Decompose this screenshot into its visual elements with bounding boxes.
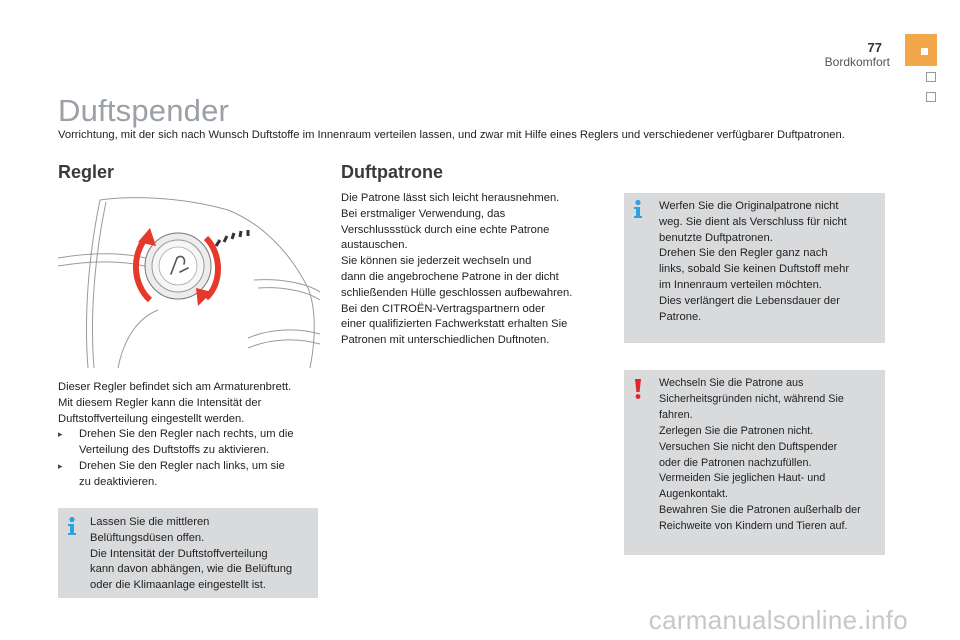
text-line: Wechseln Sie die Patrone aus [659, 377, 804, 389]
text-line: Lassen Sie die mittleren [90, 516, 210, 528]
text-line: Vermeiden Sie jeglichen Haut- und [659, 472, 826, 485]
text-line: Versuchen Sie nicht den Duftspender [659, 440, 838, 453]
text-line: Die Intensität der Duftstoffverteilung [90, 547, 268, 560]
text-line: Drehen Sie den Regler nach rechts, um die [79, 428, 294, 441]
arrow-bullet-icon: ▸ [58, 460, 63, 471]
text-line: Duftstoffverteilung eingestellt werden. [58, 412, 245, 425]
text-line: oder die Patronen nachzufüllen. [659, 456, 812, 469]
text-line: Drehen Sie den Regler nach links, um sie [79, 459, 285, 472]
text-line: kann davon abhängen, wie die Belüftung [90, 563, 293, 576]
tab-marker-icon [921, 48, 928, 55]
text-line: fahren. [659, 408, 693, 421]
text-line: Die Patrone lässt sich leicht herausnehmen. [341, 192, 560, 204]
info-box-text [659, 199, 881, 325]
text-line: Werfen Sie die Originalpatrone nicht [659, 200, 839, 212]
regler-heading: Regler [58, 162, 115, 182]
text-line: Dieser Regler befindet sich am Armaturenbrett. [58, 381, 292, 393]
text-line: Verteilung des Duftstoffs zu aktivieren. [79, 444, 270, 457]
text-line: benutzte Duftpatronen. [659, 231, 773, 244]
warning-icon [632, 378, 644, 400]
text-line: weg. Sie dient als Verschluss für nicht [659, 215, 847, 228]
text-line: Drehen Sie den Regler ganz nach [659, 247, 828, 260]
text-line: schließenden Hülle geschlossen aufbewahren. [341, 286, 573, 299]
text-line: Reichweite von Kindern und Tieren auf. [659, 520, 848, 533]
text-line: austauschen. [341, 239, 408, 252]
info-icon [64, 516, 80, 536]
watermark: carmanualsonline.info [648, 605, 908, 635]
chapter-tab[interactable] [926, 92, 936, 102]
list-item [58, 459, 323, 491]
text-line: Bei den CITROËN-Vertragspartnern oder [341, 302, 545, 315]
duftpatrone-heading: Duftpatrone [341, 162, 443, 182]
text-line: Verschlussstück durch eine echte Patrone [341, 223, 550, 236]
duftpatrone-text [341, 191, 609, 349]
text-line: Patrone. [659, 310, 702, 323]
text-line: zu deaktivieren. [79, 475, 158, 488]
text-line: einer qualifizierten Fachwerkstatt erhalten Sie [341, 318, 568, 331]
text-line: Belüftungsdüsen offen. [90, 531, 205, 544]
text-line: links, sobald Sie keinen Duftstoff mehr [659, 263, 850, 276]
regulator-illustration [58, 188, 320, 372]
text-line: Zerlegen Sie die Patronen nicht. [659, 424, 814, 437]
warning-box [624, 370, 885, 555]
warning-box-text [659, 376, 883, 535]
info-icon [630, 199, 646, 219]
info-box-cartridge [624, 193, 885, 343]
text-line: dann die angebrochene Patrone in der dicht [341, 270, 559, 283]
text-line: im Innenraum verteilen möchten. [659, 278, 822, 291]
page-title: Duftspender [58, 93, 230, 128]
arrow-bullet-icon: ▸ [58, 429, 63, 440]
text-line: Mit diesem Regler kann die Intensität der [58, 396, 262, 409]
chapter-tab-active[interactable] [905, 34, 937, 66]
intro-text: Vorrichtung, mit der sich nach Wunsch Duftstoffe im Innenraum verteilen lassen, und zwar mit Hilfe eines Reglers und verschiedener verfügbarer Duftpatronen. [58, 129, 845, 141]
chapter-tab[interactable] [926, 72, 936, 82]
list-item [58, 427, 323, 459]
text-line: Sie können sie jederzeit wechseln und [341, 255, 532, 268]
regler-description [58, 380, 323, 491]
text-line: Bewahren Sie die Patronen außerhalb der [659, 504, 861, 517]
text-line: Augenkontakt. [659, 488, 729, 501]
text-line: Bei erstmaliger Verwendung, das [341, 207, 506, 220]
page-number: 77 [867, 40, 882, 55]
text-line: Patronen mit unterschiedlichen Duftnoten. [341, 334, 550, 347]
info-box-ventilation [58, 508, 318, 598]
text-line: oder die Klimaanlage eingestellt ist. [90, 579, 266, 592]
text-line: Dies verlängert die Lebensdauer der [659, 294, 840, 307]
intensity-scale [216, 230, 248, 246]
section-name: Bordkomfort [824, 55, 890, 69]
info-box-text [90, 515, 314, 594]
text-line: Sicherheitsgründen nicht, während Sie [659, 392, 844, 405]
